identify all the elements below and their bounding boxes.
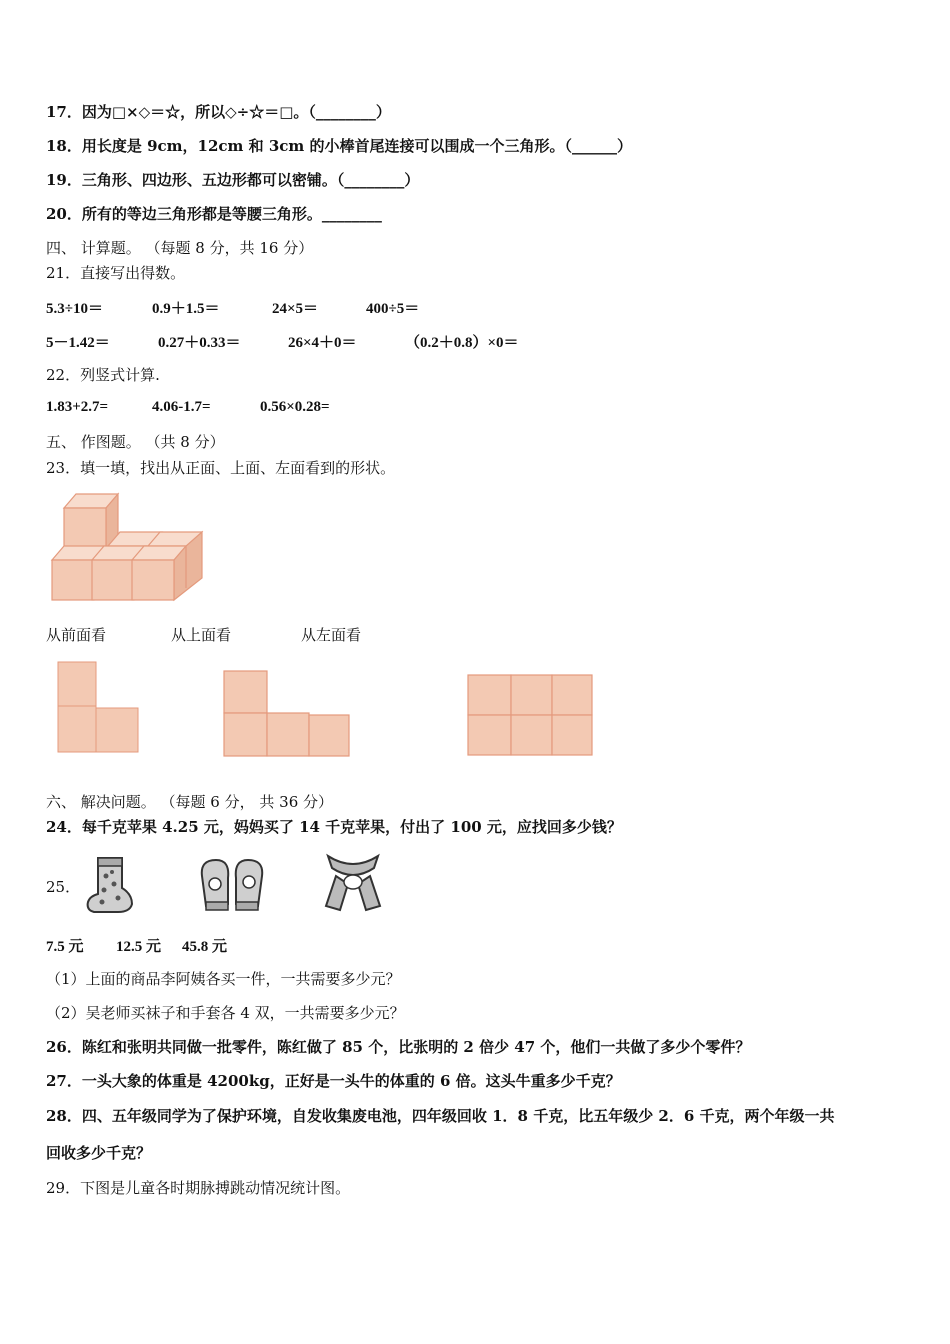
calc-item: 0.27＋0.33＝	[158, 335, 241, 351]
question-26: 26．陈红和张明共同做一批零件，陈红做了 85 个，比张明的 2 倍少 47 个，他们一共做了多少个零件？	[46, 1038, 751, 1056]
view-figure	[220, 668, 354, 760]
view-figure	[54, 660, 144, 756]
question-28-continued: 回收多少千克？	[46, 1144, 152, 1162]
calc-item: 5.3÷10＝	[46, 301, 103, 317]
calc-item: 0.9＋1.5＝	[152, 301, 220, 317]
view-figure	[464, 672, 596, 758]
section-4-heading: 四、 计算题。 （每题 8 分，共 16 分）	[46, 239, 314, 257]
section-5-heading: 五、 作图题。 （共 8 分）	[46, 433, 225, 451]
price-mittens: 12.5 元	[116, 939, 162, 955]
question-21: 21．直接写出得数。	[46, 264, 186, 282]
question-28: 28．四、五年级同学为了保护环境，自发收集废电池，四年级回收 1．8 千克，比五年级少 2．6 千克，两个年级一共	[46, 1107, 835, 1125]
question-22: 22．列竖式计算.	[46, 366, 160, 384]
calc-item: 24×5＝	[272, 301, 319, 317]
sock-icon	[84, 854, 140, 916]
mitten-icon	[196, 854, 268, 916]
question-25-number: 25．	[46, 878, 81, 896]
question-25-part-1: （1）上面的商品李阿姨各买一件，一共需要多少元？	[46, 970, 401, 988]
question-20: 20．所有的等边三角形都是等腰三角形。________	[46, 205, 382, 223]
vertical-calc-item: 4.06-1.7=	[152, 399, 211, 415]
question-27: 27．一头大象的体重是 4200kg，正好是一头牛的体重的 6 倍。这头牛重多少千克？	[46, 1072, 621, 1090]
question-19: 19．三角形、四边形、五边形都可以密铺。（________）	[46, 171, 420, 189]
vertical-calc-item: 0.56×0.28=	[260, 399, 330, 415]
left-view-label: 从左面看	[301, 626, 362, 644]
calc-item: 5－1.42＝	[46, 335, 110, 351]
top-view-label: 从上面看	[171, 626, 232, 644]
calc-item: 400÷5＝	[366, 301, 420, 317]
question-23: 23．填一填，找出从正面、上面、左面看到的形状。	[46, 459, 396, 477]
scarf-icon	[322, 850, 384, 916]
question-17: 17．因为□×◇＝☆，所以◇÷☆＝□。（________）	[46, 103, 391, 121]
question-29: 29．下图是儿童各时期脉搏跳动情况统计图。	[46, 1179, 351, 1197]
calc-item: （0.2＋0.8）×0＝	[405, 335, 519, 351]
calc-item: 26×4＋0＝	[288, 335, 357, 351]
section-6-heading: 六、 解决问题。 （每题 6 分， 共 36 分）	[46, 793, 334, 811]
question-25-part-2: （2）吴老师买袜子和手套各 4 双，一共需要多少元？	[46, 1004, 405, 1022]
cube-arrangement-figure	[50, 490, 210, 605]
front-view-label: 从前面看	[46, 626, 107, 644]
question-24: 24．每千克苹果 4.25 元，妈妈买了 14 千克苹果，付出了 100 元，应找回多少钱？	[46, 818, 622, 836]
price-sock: 7.5 元	[46, 939, 84, 955]
question-18: 18．用长度是 9cm，12cm 和 3cm 的小棒首尾连接可以围成一个三角形。（______）	[46, 137, 633, 155]
vertical-calc-item: 1.83+2.7=	[46, 399, 109, 415]
price-scarf: 45.8 元	[182, 939, 228, 955]
